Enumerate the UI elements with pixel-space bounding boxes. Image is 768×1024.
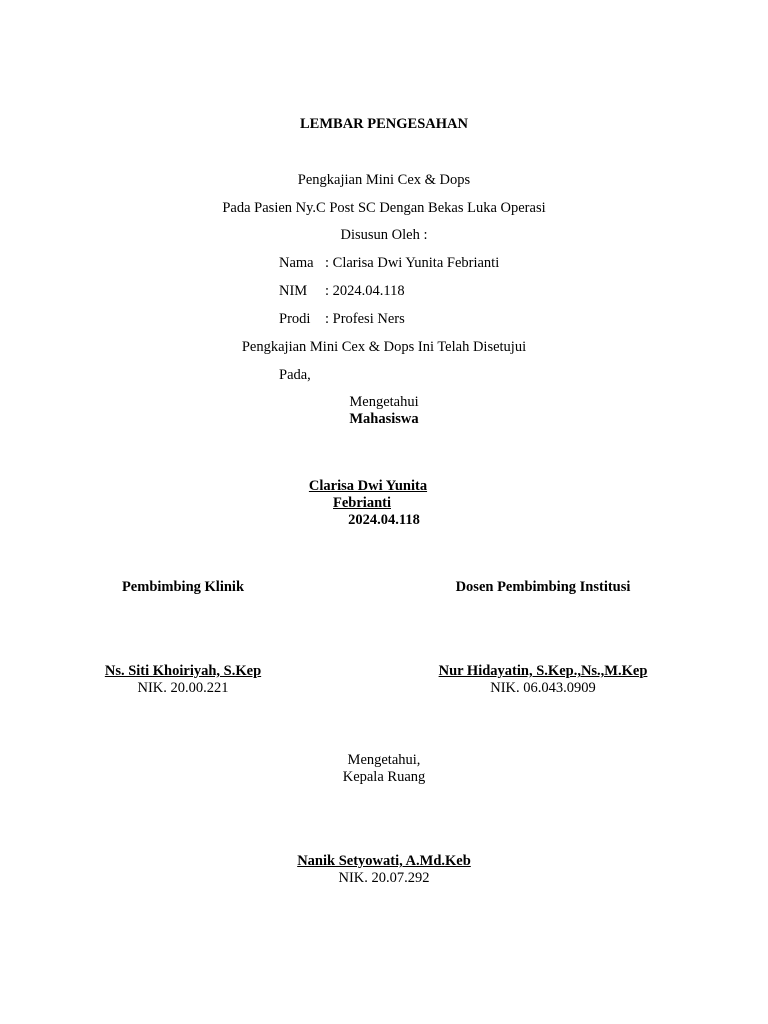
prepared-by-label: Disusun Oleh : <box>340 227 428 243</box>
clinical-supervisor-role: Pembimbing Klinik <box>121 579 245 595</box>
nim-label: NIM <box>279 283 308 299</box>
institution-supervisor-role: Dosen Pembimbing Institusi <box>455 579 631 595</box>
institution-supervisor-name: Nur Hidayatin, S.Kep.,Ns.,M.Kep <box>438 663 648 679</box>
nama-label: Nama <box>279 255 314 271</box>
approval-line: Pengkajian Mini Cex & Dops Ini Telah Disetujui <box>241 339 527 355</box>
student-name-line2: Febrianti <box>333 495 391 511</box>
identity-prodi-row <box>279 311 405 328</box>
student-role: Mahasiswa <box>349 411 419 427</box>
head-name: Nanik Setyowati, A.Md.Keb <box>297 853 471 869</box>
document-subtitle: Pengkajian Mini Cex & Dops <box>297 172 471 188</box>
nim-value: : 2024.04.118 <box>325 283 405 299</box>
patient-line: Pada Pasien Ny.C Post SC Dengan Bekas Luka Operasi <box>222 200 546 216</box>
identity-nama-row <box>279 255 499 272</box>
date-label: Pada, <box>279 367 311 383</box>
page-title: LEMBAR PENGESAHAN <box>300 116 468 132</box>
clinical-supervisor-name: Ns. Siti Khoiriyah, S.Kep <box>104 663 262 679</box>
student-nim: 2024.04.118 <box>348 512 420 528</box>
student-name-line1: Clarisa Dwi Yunita <box>308 478 428 494</box>
prodi-label: Prodi <box>279 311 311 327</box>
prodi-value: : Profesi Ners <box>325 311 405 327</box>
nama-value: : Clarisa Dwi Yunita Febrianti <box>325 255 500 271</box>
clinical-supervisor-nik: NIK. 20.00.221 <box>137 680 229 696</box>
student-known-label: Mengetahui <box>349 394 419 410</box>
head-nik: NIK. 20.07.292 <box>338 870 430 886</box>
head-name-row <box>0 853 768 870</box>
head-role: Kepala Ruang <box>342 769 426 785</box>
identity-nim-row <box>279 283 405 300</box>
institution-supervisor-nik: NIK. 06.043.0909 <box>490 680 596 696</box>
head-known-label: Mengetahui, <box>347 752 421 768</box>
